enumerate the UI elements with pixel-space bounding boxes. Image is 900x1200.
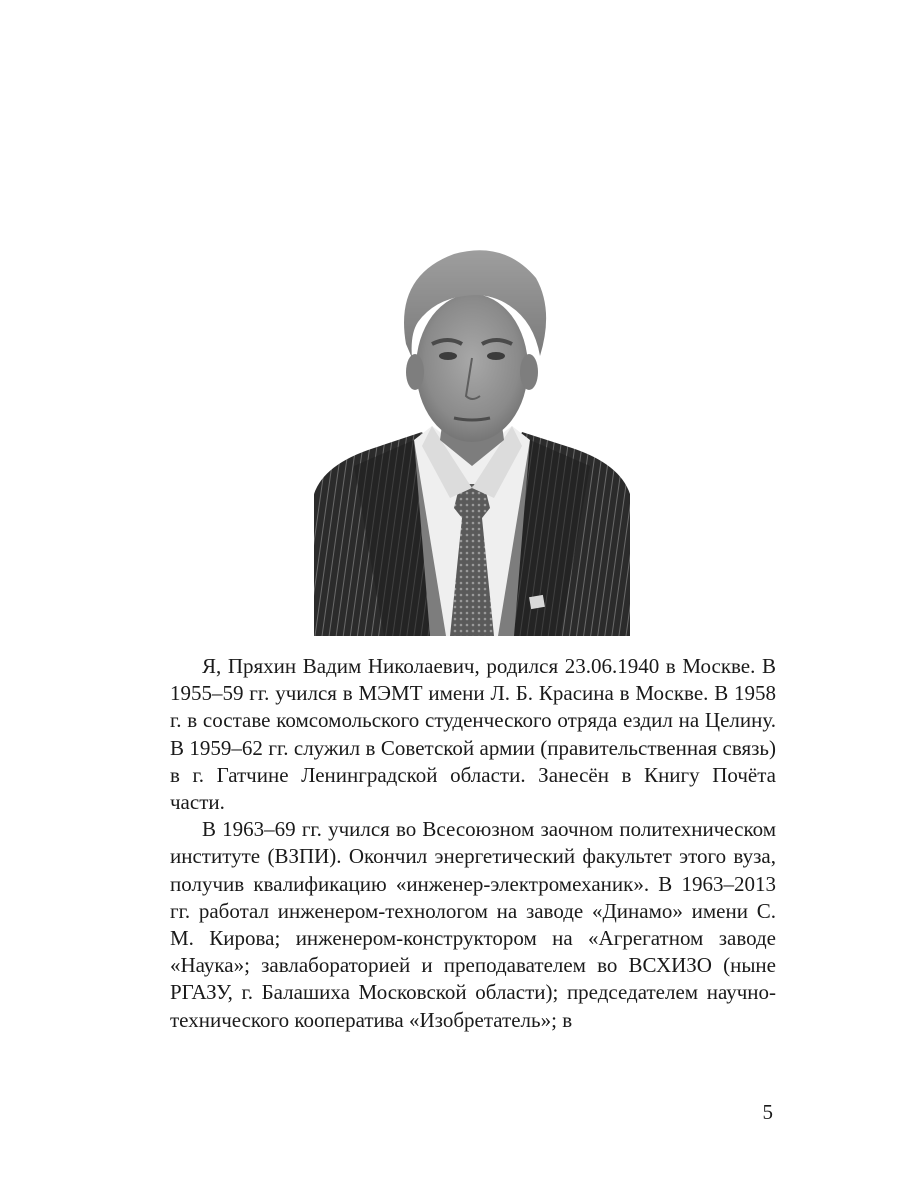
biography-text [170,653,776,1034]
paragraph-1: Я, Пряхин Вадим Николаевич, родился 23.06.1940 в Москве. В 1955–59 гг. учился в МЭМТ имени Л. Б. Красина в Москве. В 1958 г. в составе комсомольского студенческого отряда ездил на Целину. В 1959–62 гг. служил в Советской армии (правительственная связь) в г. Гатчине Ленинградской области. Занесён в Книгу Почёта части. [170,654,776,815]
paragraph-2: В 1963–69 гг. учился во Всесоюзном заочном политехническом институте (ВЗПИ). Окончил энергетический факультет этого вуза, получив квалификацию «инженер-электромеханик». В 1963–2013 гг. работал инженером-технологом на заводе «Динамо» имени С. М. Кирова; инженером-конструктором на «Агрегатном заводе «Наука»; завлабораторией и преподавателем во ВСХИЗО (ныне РГАЗУ, г. Балашиха Московской области); председателем научно-технического кооператива «Изобретатель»; в [170,817,776,1032]
portrait-photo [314,226,630,636]
lapel-pin [529,595,545,609]
page-number: 5 [762,1100,773,1124]
